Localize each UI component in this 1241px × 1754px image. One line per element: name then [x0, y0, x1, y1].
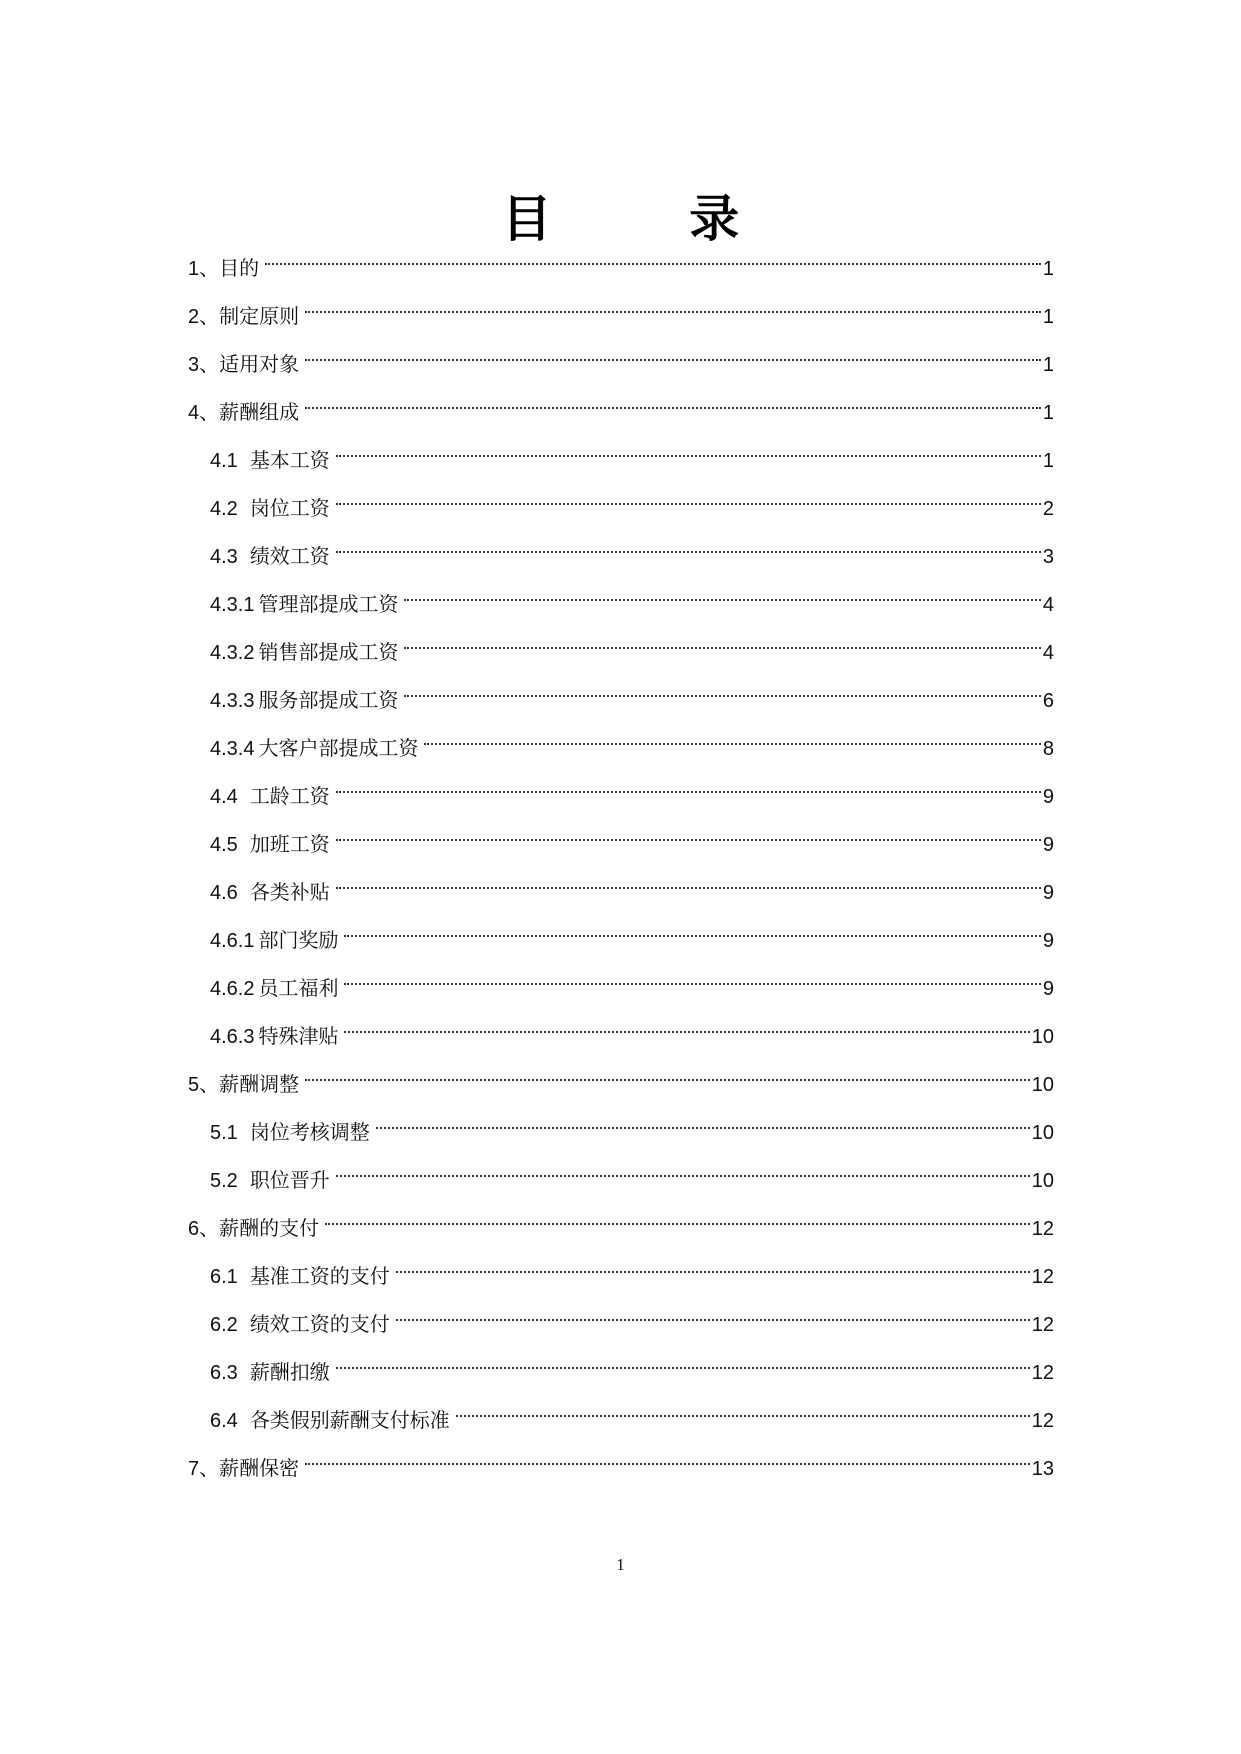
toc-entry-page: 3 — [1042, 546, 1054, 568]
toc-entry[interactable] — [188, 767, 1054, 815]
toc-dot-leader — [336, 815, 1041, 851]
toc-entry-label: 加班工资 — [249, 834, 330, 856]
page-number: 1 — [616, 1555, 625, 1574]
toc-entry-page: 2 — [1042, 498, 1054, 520]
toc-entry[interactable] — [188, 383, 1054, 431]
toc-entry-page: 9 — [1042, 978, 1054, 1000]
toc-dot-leader — [376, 1103, 1030, 1139]
toc-dot-leader — [305, 383, 1041, 419]
toc-entry-number: 4.1 — [210, 450, 238, 472]
toc-entry-page: 1 — [1042, 306, 1054, 328]
toc-entry-label: 职位晋升 — [249, 1170, 330, 1192]
toc-entry-label: 工龄工资 — [249, 786, 330, 808]
toc-dot-leader — [336, 767, 1041, 803]
toc-entry-number: 4.4 — [210, 786, 238, 808]
toc-entry-page: 12 — [1031, 1218, 1054, 1240]
toc-entry-page: 12 — [1031, 1314, 1054, 1336]
toc-entry-label: 基准工资的支付 — [249, 1266, 390, 1288]
toc-entry-page: 10 — [1031, 1122, 1054, 1144]
toc-entry-label: 薪酬保密 — [219, 1458, 300, 1480]
toc-entry-number: 4.5 — [210, 834, 238, 856]
toc-dot-leader — [336, 431, 1041, 467]
toc-dot-leader — [305, 1055, 1030, 1091]
toc-entry[interactable] — [188, 1055, 1054, 1103]
toc-entry-number: 2、 — [188, 306, 220, 328]
toc-entry[interactable] — [188, 527, 1054, 575]
toc-entry-label: 部门奖励 — [258, 930, 339, 952]
toc-entry-page: 10 — [1031, 1170, 1054, 1192]
toc-entry[interactable] — [188, 431, 1054, 479]
toc-entry-page: 1 — [1042, 258, 1054, 280]
toc-entry-number: 4.3 — [210, 546, 238, 568]
toc-entry[interactable] — [188, 623, 1054, 671]
toc-entry[interactable] — [188, 1295, 1054, 1343]
toc-entry-page: 12 — [1031, 1362, 1054, 1384]
toc-entry[interactable] — [188, 1439, 1054, 1487]
toc-entry-label: 薪酬的支付 — [219, 1218, 320, 1240]
toc-entry[interactable] — [188, 911, 1054, 959]
toc-entry-page: 12 — [1031, 1410, 1054, 1432]
toc-dot-leader — [396, 1295, 1030, 1331]
toc-entry-number: 6.4 — [210, 1410, 238, 1432]
toc-entry-label: 各类补贴 — [249, 882, 330, 904]
toc-entry-label: 服务部提成工资 — [258, 690, 399, 712]
toc-entry-number: 6.3 — [210, 1362, 238, 1384]
toc-dot-leader — [336, 527, 1041, 563]
toc-entry-label: 绩效工资的支付 — [249, 1314, 390, 1336]
toc-dot-leader — [344, 959, 1040, 995]
toc-dot-leader — [265, 239, 1041, 275]
toc-entry-number: 6.2 — [210, 1314, 238, 1336]
toc-dot-leader — [344, 1007, 1029, 1043]
toc-entry-page: 1 — [1042, 402, 1054, 424]
toc-entry-label: 岗位考核调整 — [249, 1122, 370, 1144]
toc-entry-number: 4.3.3 — [210, 690, 255, 712]
toc-entry-page: 1 — [1042, 354, 1054, 376]
toc-entry-page: 4 — [1042, 642, 1054, 664]
toc-entry-number: 1、 — [188, 258, 220, 280]
toc-entry-page: 4 — [1042, 594, 1054, 616]
toc-entry-page: 13 — [1031, 1458, 1054, 1480]
toc-dot-leader — [404, 575, 1040, 611]
toc-entry-label: 目的 — [219, 258, 260, 280]
toc-entry-label: 薪酬调整 — [219, 1074, 300, 1096]
toc-dot-leader — [456, 1391, 1030, 1427]
toc-entry-label: 员工福利 — [258, 978, 339, 1000]
toc-entry-label: 岗位工资 — [249, 498, 330, 520]
toc-dot-leader — [396, 1247, 1030, 1283]
toc-entry-page: 8 — [1042, 738, 1054, 760]
toc-entry-label: 制定原则 — [219, 306, 300, 328]
toc-entry-page: 9 — [1042, 786, 1054, 808]
toc-entry-page: 9 — [1042, 882, 1054, 904]
table-of-contents — [188, 239, 1054, 1487]
toc-entry[interactable] — [188, 1391, 1054, 1439]
toc-dot-leader — [336, 1151, 1030, 1187]
toc-entry-page: 9 — [1042, 930, 1054, 952]
toc-entry-page: 12 — [1031, 1266, 1054, 1288]
toc-dot-leader — [404, 671, 1040, 707]
toc-dot-leader — [305, 335, 1041, 371]
toc-entry[interactable] — [188, 671, 1054, 719]
toc-entry-number: 7、 — [188, 1458, 220, 1480]
toc-entry[interactable] — [188, 335, 1054, 383]
toc-entry[interactable] — [188, 239, 1054, 287]
toc-entry-label: 适用对象 — [219, 354, 300, 376]
page-title: 目 录 — [501, 188, 800, 248]
toc-entry-page: 6 — [1042, 690, 1054, 712]
toc-entry-number: 4.3.4 — [210, 738, 255, 760]
toc-dot-leader — [344, 911, 1040, 947]
toc-dot-leader — [325, 1199, 1030, 1235]
toc-entry-number: 4.6 — [210, 882, 238, 904]
toc-entry-label: 特殊津贴 — [258, 1026, 339, 1048]
toc-entry[interactable] — [188, 1007, 1054, 1055]
toc-entry[interactable] — [188, 815, 1054, 863]
toc-entry-page: 1 — [1042, 450, 1054, 472]
toc-entry[interactable] — [188, 1151, 1054, 1199]
toc-entry-number: 4.3.2 — [210, 642, 255, 664]
toc-dot-leader — [336, 479, 1041, 515]
toc-entry-number: 4、 — [188, 402, 220, 424]
toc-entry[interactable] — [188, 863, 1054, 911]
toc-entry-label: 大客户部提成工资 — [258, 738, 419, 760]
toc-entry-number: 3、 — [188, 354, 220, 376]
toc-entry-page: 9 — [1042, 834, 1054, 856]
toc-entry-number: 4.2 — [210, 498, 238, 520]
toc-entry-number: 5.2 — [210, 1170, 238, 1192]
toc-entry-number: 4.3.1 — [210, 594, 255, 616]
toc-entry-label: 基本工资 — [249, 450, 330, 472]
toc-entry[interactable] — [188, 479, 1054, 527]
toc-entry[interactable] — [188, 1343, 1054, 1391]
toc-entry[interactable] — [188, 1103, 1054, 1151]
toc-dot-leader — [404, 623, 1040, 659]
toc-entry-label: 薪酬扣缴 — [249, 1362, 330, 1384]
toc-entry-page: 10 — [1031, 1074, 1054, 1096]
toc-entry-number: 6.1 — [210, 1266, 238, 1288]
toc-entry-number: 4.6.3 — [210, 1026, 255, 1048]
toc-entry-number: 4.6.1 — [210, 930, 255, 952]
toc-entry-label: 绩效工资 — [249, 546, 330, 568]
toc-entry-number: 5、 — [188, 1074, 220, 1096]
toc-entry[interactable] — [188, 575, 1054, 623]
toc-dot-leader — [336, 1343, 1030, 1379]
toc-entry[interactable] — [188, 959, 1054, 1007]
toc-entry-label: 管理部提成工资 — [258, 594, 399, 616]
toc-entry-label: 销售部提成工资 — [258, 642, 399, 664]
toc-entry-number: 4.6.2 — [210, 978, 255, 1000]
toc-entry-label: 各类假别薪酬支付标准 — [249, 1410, 450, 1432]
toc-entry[interactable] — [188, 287, 1054, 335]
toc-entry[interactable] — [188, 1247, 1054, 1295]
toc-dot-leader — [336, 863, 1041, 899]
toc-entry-number: 5.1 — [210, 1122, 238, 1144]
toc-dot-leader — [305, 1439, 1030, 1475]
toc-entry[interactable] — [188, 1199, 1054, 1247]
toc-entry[interactable] — [188, 719, 1054, 767]
toc-entry-label: 薪酬组成 — [219, 402, 300, 424]
toc-entry-number: 6、 — [188, 1218, 220, 1240]
toc-dot-leader — [305, 287, 1041, 323]
toc-dot-leader — [424, 719, 1040, 755]
toc-entry-page: 10 — [1031, 1026, 1054, 1048]
